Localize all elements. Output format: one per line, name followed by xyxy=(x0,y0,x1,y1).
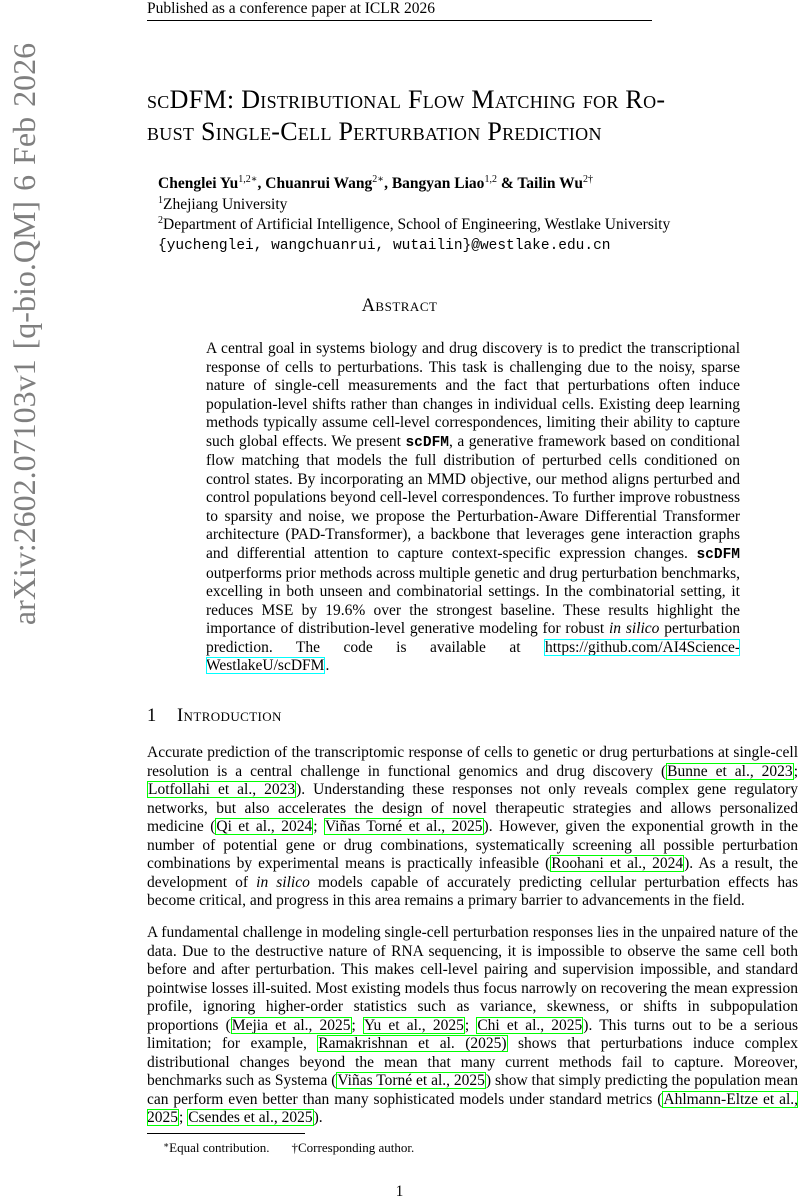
abstract-segment: A central goal in systems biology and drug discovery is to predict the transcriptional response of cells to perturbations. This task is challenging due to the noisy, sparse nature of single-cell measurements and the fact that perturbations often induce population-level shifts rather than changes in individual cells. Existing deep learning methods typically assume cell-level correspondences, limiting their ability to capture such global effects. We present xyxy=(206,340,740,450)
author-affiliation-mark: 1,2 xyxy=(484,174,497,185)
paragraph-segment: ; xyxy=(313,818,324,836)
paragraph-segment: ). xyxy=(313,1109,323,1127)
paragraph-segment: ). However, given the exponential growth in the number of potential gene or drug combinations, systematically screening all possible perturbation combinations by experimental means is practically infeasible ( xyxy=(147,818,799,873)
emphasis-text: in silico xyxy=(608,620,660,638)
affiliation-name: Zhejiang University xyxy=(163,195,288,213)
citation-link[interactable]: Lotfollahi et al., 2023 xyxy=(148,781,296,799)
method-name: scDFM xyxy=(696,547,740,564)
affiliation-2 xyxy=(158,215,718,236)
paragraph-segment: ). Understanding these responses not only reveals complex gene regulatory networks, but also accelerates the design of novel therapeutic strategies and allows personalized medicine ( xyxy=(147,781,799,836)
footnote-equal-contribution: Equal contribution. xyxy=(169,1140,270,1155)
paragraph-segment: Accurate prediction of the transcriptomic response of cells to genetic or drug perturbations at single-cell resolution is a central challenge in functional genomics and drug discovery ( xyxy=(147,744,798,780)
author-block xyxy=(158,174,718,256)
author-affiliation-mark: 1,2 xyxy=(238,174,251,185)
title-line-1: scDFM: Distributional Flow Matching for Ro- xyxy=(147,85,666,114)
citation-link[interactable]: Ramakrishnan et al. (2025) xyxy=(318,1035,507,1053)
intro-paragraph-1 xyxy=(147,744,798,911)
paper-title xyxy=(147,84,799,148)
citation-link[interactable]: Qi et al., 2024 xyxy=(216,818,313,836)
paragraph-segment: ; xyxy=(179,1109,188,1127)
footnote-rule xyxy=(147,1133,305,1134)
footnote-corresponding-author: †Corresponding author. xyxy=(291,1140,415,1155)
abstract-segment: . xyxy=(325,657,330,675)
conference-header: Published as a conference paper at ICLR 2026 xyxy=(147,0,435,17)
section-heading-introduction xyxy=(147,706,547,727)
equal-contribution-mark: ∗ xyxy=(377,174,385,185)
paragraph-segment: ; xyxy=(351,1016,364,1034)
paragraph-segment: models capable of accurately predicting cellular perturbation effects has become critical, and progress in this area remains a primary barrier to advancements in the field. xyxy=(147,873,798,910)
abstract-segment: , a generative framework based on conditional flow matching that models the full distribution of perturbed cells conditioned on control states. By incorporating an MMD objective, our method aligns perturbed and control populations beyond cell-level correspondences. To further improve robustness to sparsity and noise, we propose the Perturbation-Aware Differential Transformer architecture (PAD-Transformer), a backbone that leverages gene interaction graphs and differential attention to capture context-specific expression changes. xyxy=(206,432,740,563)
abstract-segment: outperforms prior methods across multiple genetic and drug perturbation benchmarks, excelling in both unseen and combinatorial settings. In the combinatorial setting, it reduces MSE by 19.6% over the strongest baseline. These results highlight the importance of distribution-level generative modeling for robust xyxy=(206,564,740,638)
paragraph-segment: ; xyxy=(793,762,798,780)
paragraph-segment: shows that perturbations induce complex distributional changes beyond the mean that many current methods fail to capture. Moreover, benchmarks such as Systema ( xyxy=(147,1035,799,1090)
author-ampersand: & xyxy=(500,175,514,192)
paragraph-segment: ; xyxy=(464,1016,477,1034)
arxiv-side-identifier: arXiv:2602.07103v1 [q-bio.QM] 6 Feb 2026 xyxy=(5,42,42,626)
citation-link[interactable]: Csendes et al., 2025 xyxy=(188,1109,313,1127)
citation-link[interactable]: Viñas Torné et al., 2025 xyxy=(337,1072,485,1090)
title-line-2: bust Single-Cell Perturbation Prediction xyxy=(147,117,602,146)
page-number: 1 xyxy=(395,1183,404,1200)
citation-link[interactable]: Bunne et al., 2023 xyxy=(667,762,793,780)
paragraph-segment: ) show that simply predicting the population mean can perform even better than many sophisticated models under standard metrics ( xyxy=(147,1072,799,1108)
abstract-text xyxy=(206,340,740,676)
citation-link[interactable]: Roohani et al., 2024 xyxy=(551,855,684,873)
author-emails: {yuchenglei, wangchuanrui, wutailin}@westlake.edu.cn xyxy=(158,237,611,254)
citation-link[interactable]: Yu et al., 2025 xyxy=(364,1016,464,1034)
affiliation-name: Department of Artificial Intelligence, School of Engineering, Westlake University xyxy=(163,216,671,233)
section-number: 1 xyxy=(147,706,157,726)
author-affiliation-mark: 2 xyxy=(372,174,378,185)
author-name: Tailin Wu xyxy=(517,175,583,192)
header-rule xyxy=(147,20,652,21)
section-title: Introduction xyxy=(177,706,282,726)
footnote xyxy=(163,1140,763,1156)
intro-paragraph-2 xyxy=(147,924,798,1128)
author-name: Bangyan Liao xyxy=(391,175,485,192)
affiliation-1 xyxy=(158,195,718,216)
author-affiliation-mark: 2† xyxy=(582,174,593,185)
citation-link[interactable]: Mejia et al., 2025 xyxy=(231,1016,351,1034)
paragraph-segment: ). As a result, the development of xyxy=(147,855,798,891)
method-name: scDFM xyxy=(405,434,449,451)
affiliation-number: 1 xyxy=(158,194,163,206)
citation-link[interactable]: Ahlmann-Eltze et al., 2025 xyxy=(147,1090,798,1127)
paragraph-segment: ). This turns out to be a serious limitation; for example, xyxy=(147,1016,798,1053)
author-name: Chenglei Yu xyxy=(158,175,239,192)
code-url-link[interactable]: https://github.com/AI4Science-WestlakeU/scDFM xyxy=(206,638,740,675)
citation-link[interactable]: Viñas Torné et al., 2025 xyxy=(324,818,483,836)
author-name: Chuanrui Wang xyxy=(265,175,373,192)
abstract-segment: perturbation prediction. The code is available at xyxy=(206,620,740,656)
citation-link[interactable]: Chi et al., 2025 xyxy=(477,1016,583,1034)
footnote-mark: ∗ xyxy=(163,1140,170,1150)
author-names: Chenglei $Yu^{1,2∗}$, Chuanrui Wang$^{2∗}$, Bangyan Liao$^{1,2}$ & Tailin $Wu^{2\dagger}$ xyxy=(158,174,593,192)
affiliation-number: 2 xyxy=(158,215,163,226)
paragraph-segment: A fundamental challenge in modeling single-cell perturbation responses lies in the unpaired nature of the data. Due to the destructive nature of RNA sequencing, it is impossible to observe the same cell both before and after perturbation. This makes cell-level pairing and supervision impossible, and standard pointwise losses ill-suited. Most existing models thus focus narrowly on recovering the mean expression profile, ignoring higher-order statistics such as variance, skewness, or shifts in subpopulation proportions ( xyxy=(147,924,798,1034)
equal-contribution-mark: ∗ xyxy=(250,174,258,185)
abstract-heading: Abstract xyxy=(361,296,438,316)
emphasis-text: in silico xyxy=(256,873,310,891)
